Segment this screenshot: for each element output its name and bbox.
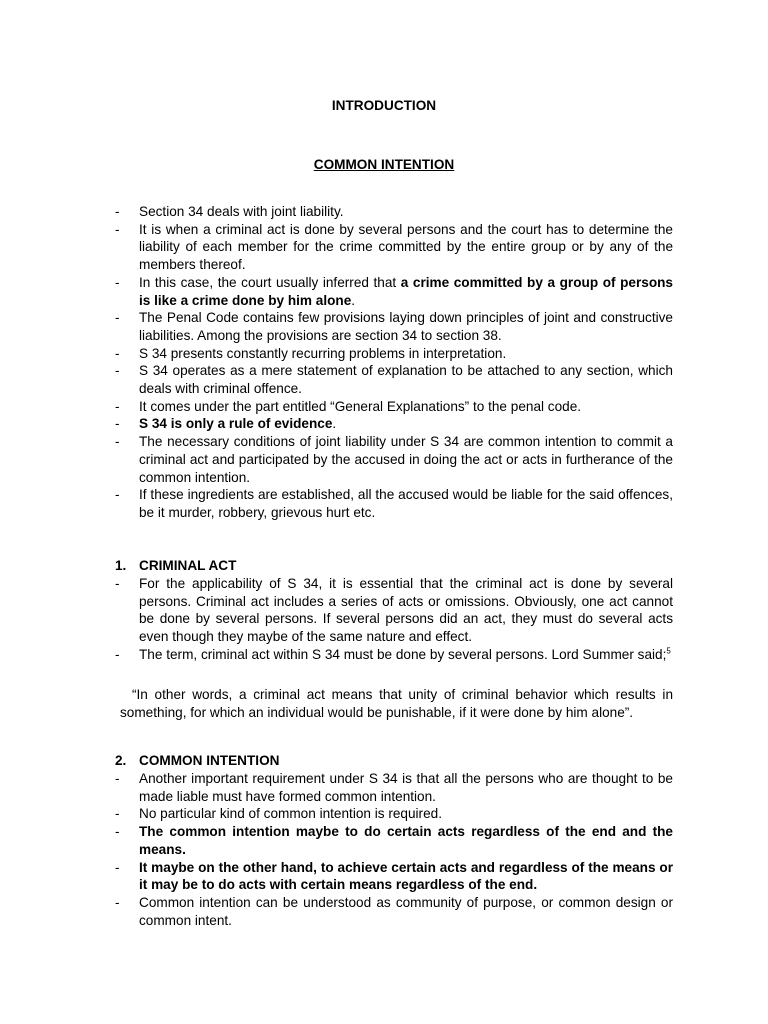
bold-emphasis: S 34 is only a rule of evidence <box>139 416 333 432</box>
list-item: - No particular kind of common intention is required. <box>115 806 442 822</box>
list-item: - The necessary conditions of joint liability under S 34 are common intention to commit a criminal act and participated by the accused in doing the act or acts in furtherance of the common intention. <box>115 434 673 485</box>
list-item: - It maybe on the other hand, to achieve certain acts and regardless of the means or it may be to do acts with certain means regardless of the end. <box>115 859 673 893</box>
list-item: - In this case, the court usually inferred that a crime committed by a group of persons is like a crime done by him alone. <box>115 274 673 308</box>
intro-bullet-list <box>115 203 673 522</box>
bold-emphasis: It maybe on the other hand, to achieve certain acts and regardless of the means or it may be to do acts with certain means regardless of the end. <box>139 859 673 893</box>
bold-emphasis: a crime committed by a group of persons is like a crime done by him alone <box>139 274 673 308</box>
list-item: - Another important requirement under S 34 is that all the persons who are thought to be made liable must have formed common intention. <box>115 771 673 804</box>
list-item: - The term, criminal act within S 34 must be done by several persons. Lord Summer said;$^5$ <box>115 646 671 662</box>
list-item: - For the applicability of S 34, it is essential that the criminal act is done by several persons. Criminal act includes a series of acts or omissions. Obviously, one act cannot be done by several persons. If several persons did an act, they must do several acts even though they maybe of the same nature and effect. <box>115 576 673 645</box>
section-heading-criminal-act: 1. CRIMINAL ACT <box>115 558 237 573</box>
common-intention-bullet-list <box>115 770 673 929</box>
bold-emphasis: The common intention maybe to do certain acts regardless of the end and the means. <box>139 824 673 857</box>
list-item: - S 34 is only a rule of evidence. <box>115 416 337 432</box>
list-item: - Common intention can be understood as community of purpose, or common design or common intent. <box>115 894 673 928</box>
section-heading-common-intention: 2. COMMON INTENTION <box>115 753 280 768</box>
footnote-marker: 5 <box>666 646 671 656</box>
page-title: INTRODUCTION <box>331 98 437 113</box>
list-item: - S 34 operates as a mere statement of explanation to be attached to any section, which deals with criminal offence. <box>115 363 673 397</box>
criminal-act-bullet-list <box>115 575 673 664</box>
block-quote: “In other words, a criminal act means that unity of criminal behavior which results in something, for which an individual would be punishable, if it were done by him alone”. <box>120 687 673 720</box>
list-item: - S 34 presents constantly recurring problems in interpretation. <box>115 345 507 361</box>
list-item: - The common intention maybe to do certain acts regardless of the end and the means. <box>115 824 673 857</box>
list-item: - If these ingredients are established, all the accused would be liable for the said offences, be it murder, robbery, grievous hurt etc. <box>115 487 673 520</box>
list-item: - It comes under the part entitled “General Explanations” to the penal code. <box>115 398 582 414</box>
list-item: - It is when a criminal act is done by several persons and the court has to determine the liability of each member for the crime committed by the entire group or by any of the members thereof. <box>115 221 673 273</box>
list-item: - Section 34 deals with joint liability. <box>115 204 344 219</box>
list-item: - The Penal Code contains few provisions laying down principles of joint and constructive liabilities. Among the provisions are section 34 to section 38. <box>115 310 673 343</box>
page-subtitle: COMMON INTENTION <box>313 157 455 172</box>
